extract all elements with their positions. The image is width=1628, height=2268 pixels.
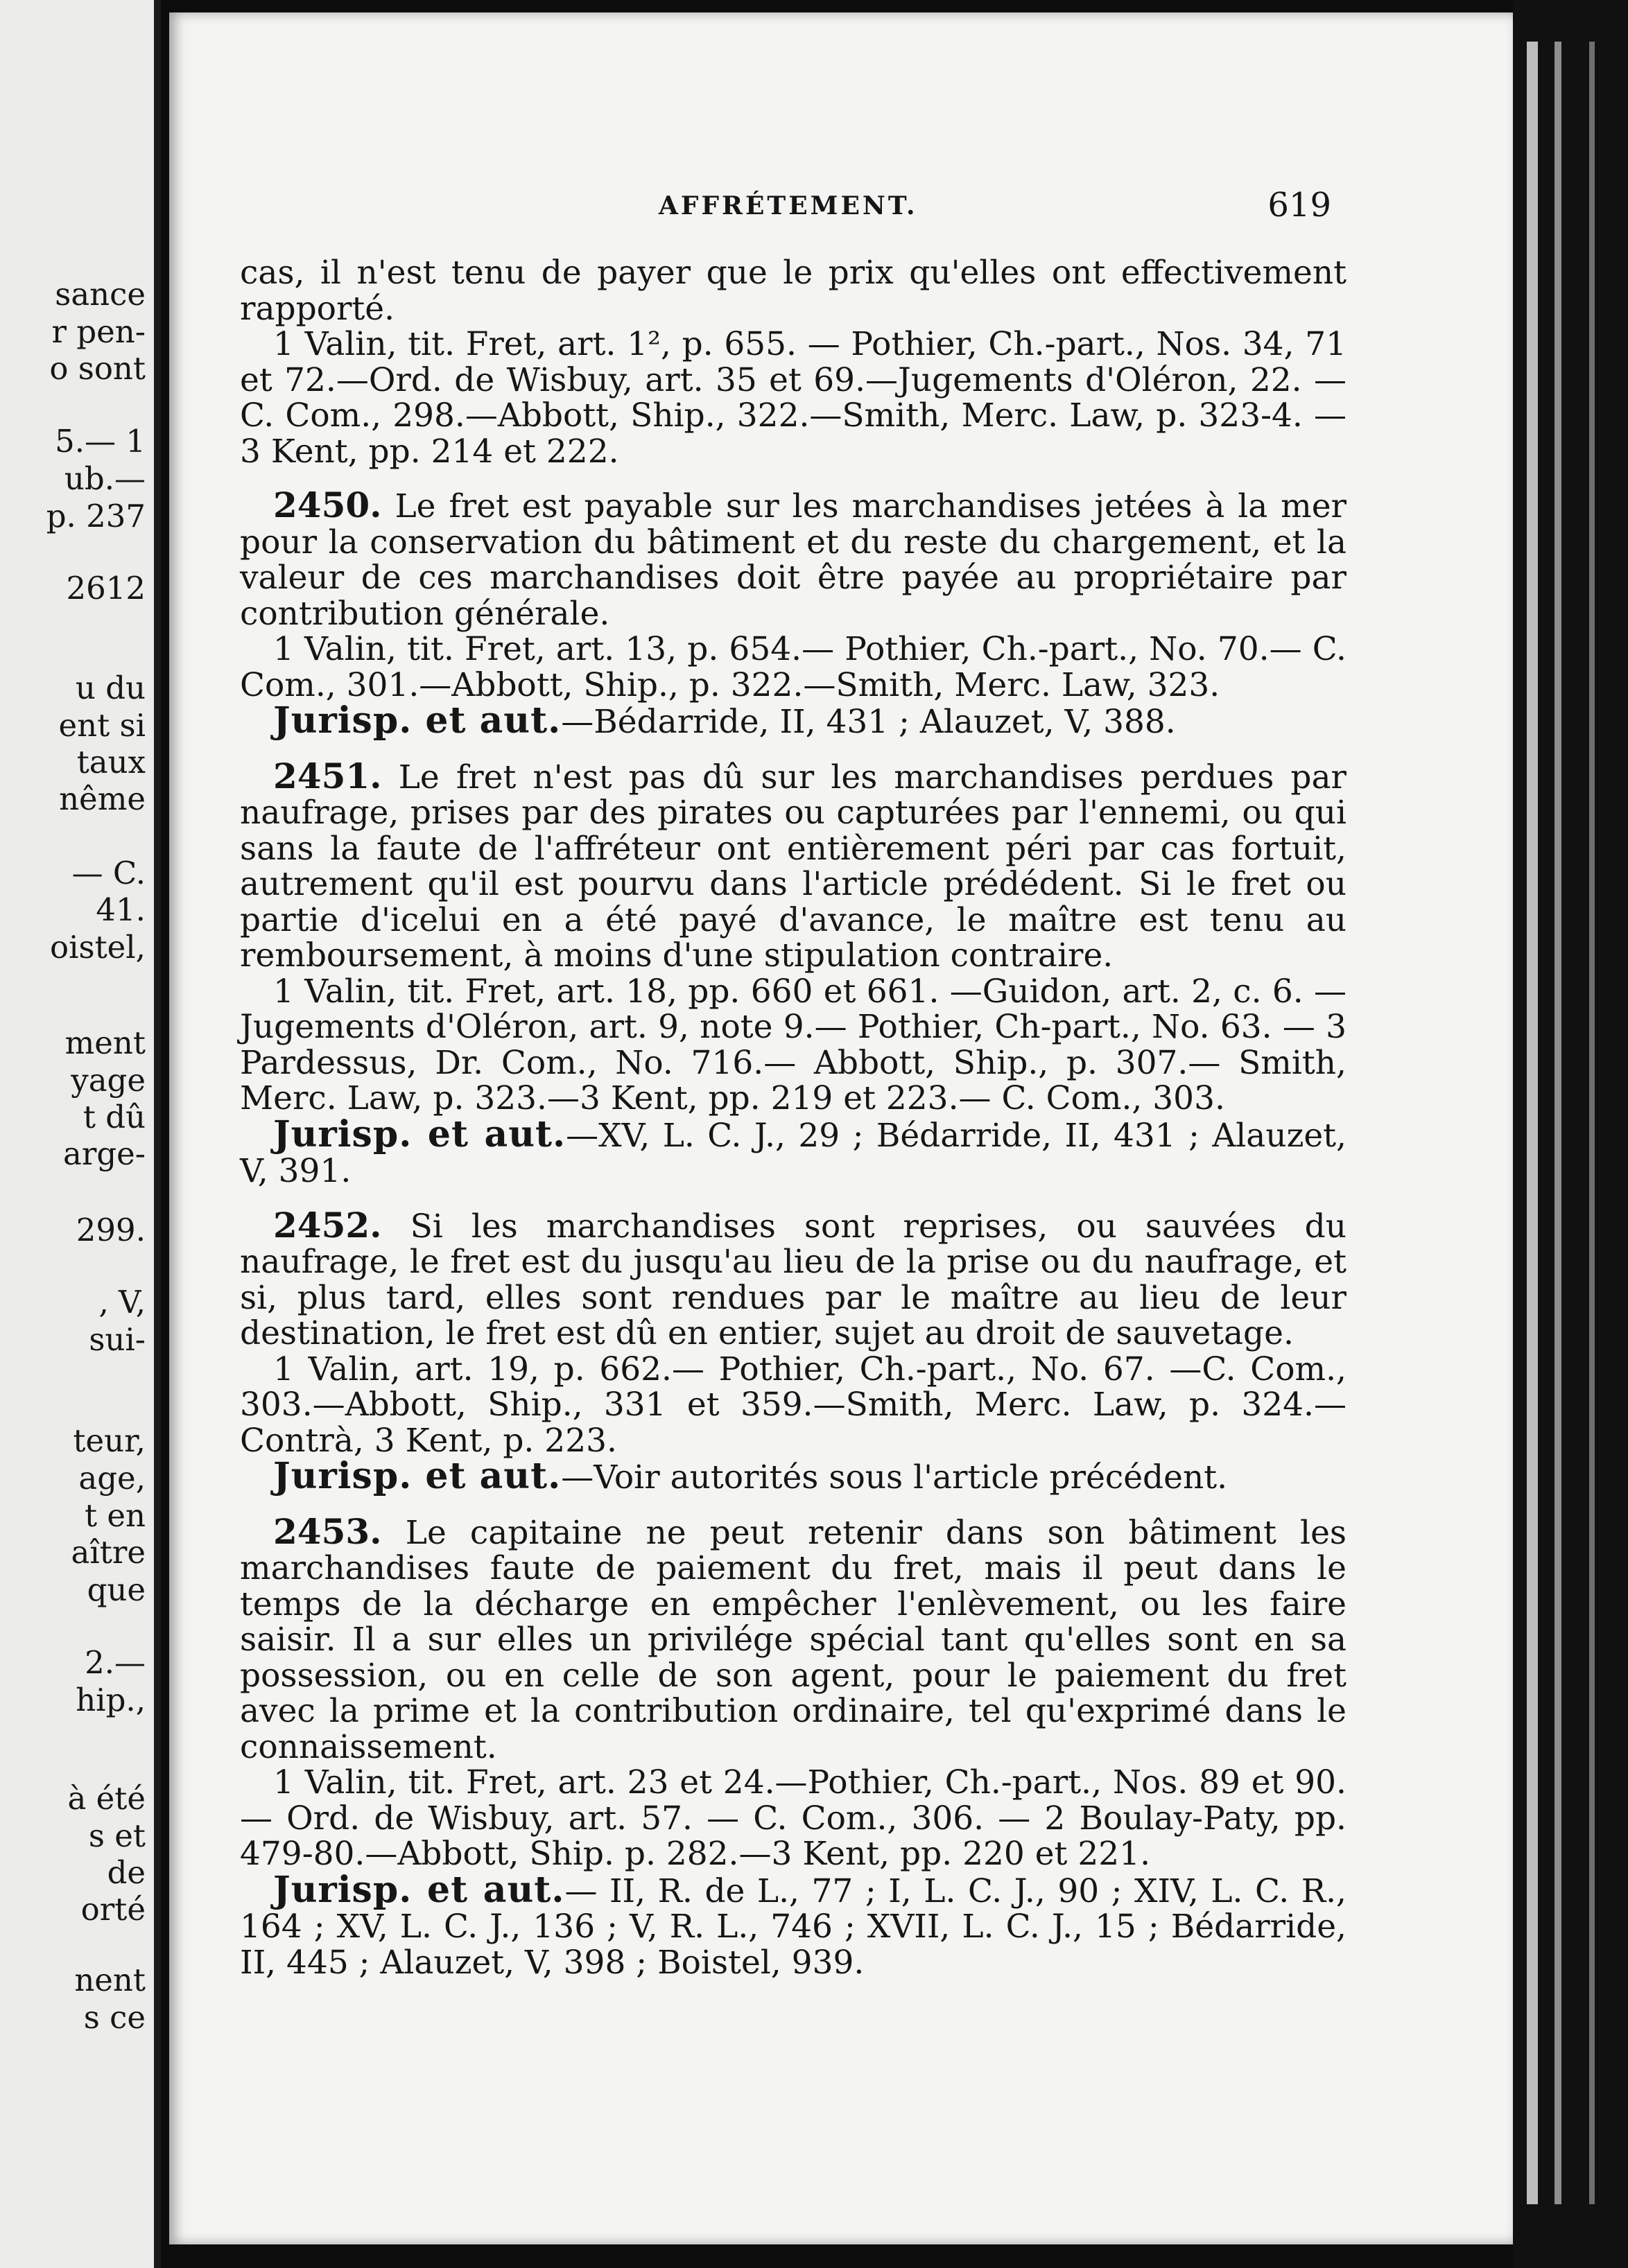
left-page-fragment: hip., bbox=[76, 1682, 146, 1718]
left-page-fragment: nême bbox=[59, 780, 146, 817]
jurisprudence-text: —Bédarride, II, 431 ; Alauzet, V, 388. bbox=[561, 703, 1176, 741]
citation-paragraph: 1 Valin, tit. Fret, art. 1², p. 655. — Pothier, Ch.-part., Nos. 34, 71 et 72.—Ord. de Wisbuy, art. 35 et 69.—Jugements d'Oléron, 22. —C. Com., 298.—Abbott, Ship., 322.—Smith, Merc. Law, p. 323-4. —3 Kent, pp. 214 et 222. bbox=[240, 325, 1346, 471]
left-page-fragment: de bbox=[107, 1854, 146, 1891]
body-text bbox=[240, 255, 1346, 1980]
article-2450 bbox=[240, 487, 1346, 631]
page-edge-strip bbox=[1555, 42, 1561, 2204]
left-page-fragment: à été bbox=[67, 1780, 146, 1817]
citation-paragraph: 1 Valin, tit. Fret, art. 13, p. 654.— Pothier, Ch.-part., No. 70.— C. Com., 301.—Abbott, Ship., p. 322.—Smith, Merc. Law, 323. bbox=[240, 630, 1346, 704]
left-page-fragment: t dû bbox=[83, 1099, 146, 1135]
left-page-fragment: s et bbox=[88, 1817, 146, 1854]
left-page-fragment: nent bbox=[74, 1962, 146, 1998]
article-number: 2453. bbox=[273, 1510, 382, 1552]
jurisprudence-paragraph bbox=[240, 1868, 1346, 1982]
left-page-fragment: ment bbox=[64, 1024, 146, 1061]
left-page-fragment: — C. bbox=[71, 855, 146, 891]
page-number: 619 bbox=[1267, 186, 1331, 225]
left-page-fragment: o sont bbox=[49, 350, 146, 387]
left-page-fragment: s ce bbox=[83, 1999, 146, 2036]
jurisprudence-paragraph bbox=[240, 1113, 1346, 1190]
page-edge-strip bbox=[1589, 42, 1595, 2204]
left-page-fragment: oistel, bbox=[50, 929, 146, 966]
left-page-fragment: ent si bbox=[58, 707, 146, 744]
article-2453 bbox=[240, 1510, 1346, 1766]
jurisprudence-label: Jurisp. et aut. bbox=[273, 1113, 566, 1155]
article-text: Si les marchandises sont reprises, ou sauvées du naufrage, le fret est du jusqu'au lieu de la prise ou du naufrage, et si, plus tard, elles sont rendues par le maître au lieu de leur destination, le fret est dû en entier, sujet au droit de sauvetage. bbox=[240, 1207, 1346, 1352]
article-text: Le capitaine ne peut retenir dans son bâtiment les marchandises faute de paiement du fret, mais il peut dans le temps de la décharge en empêcher l'enlèvement, ou les faire saisir. Il a sur elles un privilége spécial tant qu'elles sont en sa possession, ou en celle de son agent, pour le paiement du fret avec la prime et la contribution ordinaire, tel qu'exprimé dans le connaissement. bbox=[240, 1513, 1346, 1766]
running-head-title: AFFRÉTEMENT. bbox=[659, 191, 918, 220]
citation-paragraph: 1 Valin, tit. Fret, art. 18, pp. 660 et 661. —Guidon, art. 2, c. 6. —Jugements d'Oléron, art. 9, note 9.— Pothier, Ch-part., No. 63. — 3 Pardessus, Dr. Com., No. 716.— Abbott, Ship., p. 307.— Smith, Merc. Law, p. 323.—3 Kent, pp. 219 et 223.— C. Com., 303. bbox=[240, 972, 1346, 1117]
running-head bbox=[513, 186, 1331, 227]
citation-paragraph: 1 Valin, tit. Fret, art. 23 et 24.—Pothier, Ch.-part., Nos. 89 et 90. — Ord. de Wisbuy, art. 57. — C. Com., 306. — 2 Boulay-Paty, pp. 479-80.—Abbott, Ship. p. 282.—3 Kent, pp. 220 et 221. bbox=[240, 1763, 1346, 1873]
article-text: Le fret est payable sur les marchandises jetées à la mer pour la conservation du bâtiment et du reste du chargement, et la valeur de ces marchandises doit être payée au propriétaire par contribution générale. bbox=[240, 487, 1346, 633]
left-page-fragment: age, bbox=[78, 1460, 146, 1497]
right-page-edge bbox=[1513, 0, 1628, 2268]
left-page-fragment: que bbox=[87, 1571, 146, 1608]
article-number: 2450. bbox=[273, 485, 382, 525]
jurisprudence-text: —XV, L. C. J., 29 ; Bédarride, II, 431 ; Alauzet, V, 391. bbox=[240, 1116, 1346, 1190]
jurisprudence-label: Jurisp. et aut. bbox=[273, 1868, 565, 1911]
continuation-paragraph: cas, il n'est tenu de payer que le prix qu'elles ont effectivement rapporté. bbox=[240, 254, 1346, 328]
left-page-fragment: aître bbox=[71, 1534, 146, 1571]
book-gutter bbox=[154, 0, 161, 2268]
left-page-fragment: 41. bbox=[96, 891, 146, 928]
page-edge-strip bbox=[1527, 42, 1538, 2204]
article-2452 bbox=[240, 1204, 1346, 1352]
article-2451 bbox=[240, 755, 1346, 975]
left-page-fragment: , V, bbox=[98, 1284, 146, 1320]
citation-paragraph: 1 Valin, art. 19, p. 662.— Pothier, Ch.-part., No. 67. —C. Com., 303.—Abbott, Ship., 331 et 359.—Smith, Merc. Law, p. 324.—Contrà, 3 Kent, p. 223. bbox=[240, 1350, 1346, 1460]
left-page-fragment: 2612 bbox=[66, 570, 146, 607]
jurisprudence-text: —Voir autorités sous l'article précédent. bbox=[561, 1458, 1228, 1497]
left-page-fragment: ub.— bbox=[64, 460, 146, 497]
left-page-fragment: t en bbox=[84, 1497, 146, 1534]
left-page-fragment: 5.— 1 bbox=[55, 423, 146, 460]
left-page-fragment: yage bbox=[71, 1062, 146, 1099]
left-page-fragment: 2.— bbox=[85, 1644, 146, 1681]
article-number: 2451. bbox=[273, 755, 382, 796]
left-page-fragment: arge- bbox=[63, 1135, 146, 1172]
jurisprudence-label: Jurisp. et aut. bbox=[273, 699, 562, 742]
left-page-fragment: sui- bbox=[89, 1321, 146, 1358]
jurisprudence-text: — II, R. de L., 77 ; I, L. C. J., 90 ; XIV, L. C. R., 164 ; XV, L. C. J., 136 ; V, R. L., 746 ; XVII, L. C. J., 15 ; Bédarride, II, 445 ; Alauzet, V, 398 ; Boistel, 939. bbox=[240, 1872, 1346, 1982]
article-number: 2452. bbox=[273, 1204, 382, 1246]
left-page-fragment: taux bbox=[76, 744, 146, 780]
left-page-fragment: 299. bbox=[76, 1212, 146, 1248]
left-page-fragment: r pen- bbox=[51, 313, 146, 350]
jurisprudence-paragraph bbox=[240, 1455, 1346, 1497]
left-page-fragment: teur, bbox=[73, 1422, 146, 1459]
article-text: Le fret n'est pas dû sur les marchandises perdues par naufrage, prises par des pirates ou capturées par l'ennemi, ou qui sans la faute de l'affréteur ont entièrement péri par cas fortuit, autrement qu'il est pourvu dans l'article prédédent. Si le fret ou partie d'icelui en a été payé d'avance, le maître est tenu au remboursement, à moins d'une stipulation contraire. bbox=[240, 758, 1346, 975]
left-page-fragment: orté bbox=[80, 1891, 146, 1928]
jurisprudence-paragraph bbox=[240, 699, 1346, 742]
left-page-edge bbox=[0, 0, 161, 2268]
left-page-fragment: p. 237 bbox=[46, 498, 146, 534]
jurisprudence-label: Jurisp. et aut. bbox=[273, 1455, 562, 1497]
left-page-fragment: sance bbox=[55, 276, 146, 313]
left-page-fragment: u du bbox=[75, 670, 146, 706]
